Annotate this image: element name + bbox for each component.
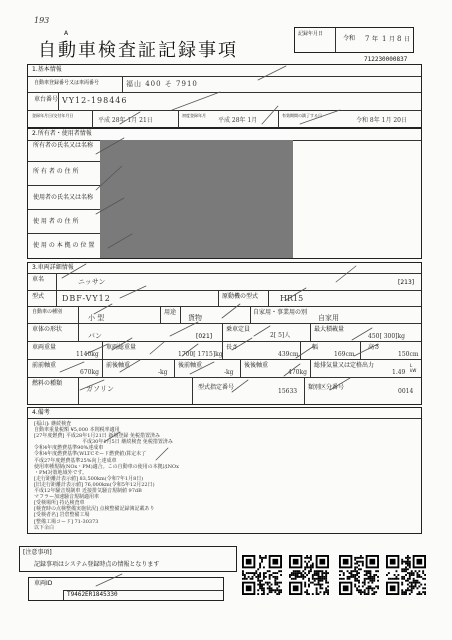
chassis-label: 車台番号	[34, 96, 59, 103]
qr-code-2	[289, 555, 329, 595]
fuel-label: 燃料の種類	[32, 380, 63, 387]
maker-label: 車名	[32, 276, 45, 283]
remark-line: 以下余白	[34, 524, 55, 531]
vehicle-id-box	[28, 577, 224, 601]
plate-label: 自動車登録番号又は車両番号	[34, 80, 100, 86]
section4-heading: 4.備考	[32, 409, 50, 416]
remark-line: [受検場所] 持込検査車	[34, 500, 85, 507]
document-title: 自動車検査証記録事項	[38, 40, 238, 61]
rf-axle-value: -kg	[224, 369, 234, 376]
notice-text: 記録事項はシステム登録時点の情報となります	[34, 561, 160, 568]
use-label: 用途	[164, 309, 177, 316]
capacity-value: 2[ 5]人	[270, 332, 291, 339]
gross-value: 1700[ 1715]kg	[178, 351, 223, 358]
record-date-label: 記録年月日	[298, 31, 324, 37]
document-number: 712230000837	[364, 56, 408, 63]
remark-line: [整備工場コード] 71-30373	[34, 518, 99, 525]
body-code: [021]	[196, 333, 213, 340]
capacity-label: 乗車定員	[226, 326, 251, 333]
user-address-label: 使 用 者 の 住 所	[33, 218, 79, 225]
remark-line: 平成27年度燃費基準25%向上達成車	[34, 457, 117, 464]
record-date-year-unit: 年	[372, 36, 379, 43]
remark-line: 使用車種規制(NOx・PM)適合。この自動車の使用の本拠はNOx	[34, 463, 179, 470]
business-label: 自家用・事業用の別	[253, 309, 308, 316]
kind-label: 自動車の種別	[32, 309, 63, 315]
length-label: 長さ	[226, 344, 239, 351]
record-date-era: 令和	[343, 35, 356, 42]
designation-value: 15633	[278, 388, 298, 395]
qr-code-4	[386, 555, 426, 595]
width-value: 169cm	[334, 351, 355, 358]
weight-label: 車両重量	[32, 344, 57, 351]
first-reg-label: 登録年月日/交付年月日	[32, 113, 74, 118]
section-owner-user	[27, 128, 422, 259]
remark-line: 平成30年1月5日 継続検査 免税措置済み	[82, 439, 173, 446]
remark-line: [27年度燃費] 平成28年1月21日 新規登録 免税措置済み	[34, 433, 160, 440]
record-date-month: 1	[382, 35, 387, 43]
remark-line: 自動車重量税額 ¥5,000 本則税率適用	[34, 427, 120, 434]
remark-line: [旧走行距離計表示値] 76,000km(令和5年12月22日)	[34, 481, 155, 488]
fuel-value: ガソリン	[86, 385, 114, 393]
section-basic-info	[27, 64, 422, 128]
height-value: 150cm	[398, 351, 419, 358]
displacement-value: 1.49	[392, 369, 406, 376]
corner-note: 193	[34, 16, 50, 25]
length-value: 439cm	[278, 351, 299, 358]
section1-heading: 1.基本情報	[32, 66, 62, 73]
section2-heading: 2.所有者・使用者情報	[32, 130, 92, 137]
engine-label: 原動機の型式	[222, 293, 259, 300]
section-vehicle-details	[27, 262, 422, 405]
height-label: 高さ	[368, 344, 381, 351]
rr-axle-value: 470kg	[288, 369, 307, 376]
remark-line: 令和4年度燃費基準(WLTCモード燃費値)算定未了	[34, 451, 147, 458]
vehicle-id-label: 車両ID	[34, 580, 53, 587]
rr-axle-label: 後後軸重	[244, 362, 269, 369]
expiry-label: 有効期間の満了する日	[282, 113, 322, 118]
remark-line: マフラー加速騒音規制適用車	[34, 494, 100, 501]
remarks-list	[34, 421, 259, 531]
remark-line: ・PM対策地域外です。	[34, 469, 88, 476]
remark-line: [検査時の点検整備実施状況] 点検整備記録簿記載あり	[34, 506, 155, 513]
maker-code: [213]	[398, 279, 415, 286]
ff-axle-value: 670kg	[80, 369, 99, 376]
redacted-owner-info	[100, 140, 293, 258]
qr-code-1	[242, 555, 282, 595]
first-year-value: 平成 28年 1月	[218, 117, 258, 124]
displacement-label: 総排気量又は定格出力	[314, 362, 375, 369]
base-location-label: 使 用 の 本 拠 の 位 置	[33, 242, 95, 249]
plate-value: 福山 400 そ 7910	[126, 80, 198, 88]
body-value: バン	[88, 332, 102, 340]
chassis-value: VY12-198446	[62, 96, 128, 105]
max-load-value: 450[ 300]kg	[368, 333, 405, 340]
maker-value: ニッサン	[78, 278, 106, 286]
record-date-year: 7	[365, 35, 370, 43]
model-label: 型式	[32, 293, 45, 300]
use-value: 貨物	[188, 314, 202, 322]
user-name-label: 使用者の氏名又は名称	[33, 194, 94, 201]
kind-value: 小 型	[88, 314, 105, 322]
designation-label: 型式指定番号	[198, 384, 235, 391]
record-date-day: 8	[397, 35, 402, 43]
owner-address-label: 所 有 者 の 住 所	[33, 168, 79, 175]
displacement-unit: L kW	[410, 363, 417, 373]
record-date-month-unit: 月	[389, 36, 396, 43]
ff-axle-label: 前前軸重	[32, 362, 57, 369]
vehicle-id-value: T9462ER1845330	[67, 591, 118, 598]
owner-name-label: 所有者の氏名又は名称	[33, 142, 94, 149]
business-value: 自家用	[318, 314, 339, 322]
engine-value: HR15	[280, 294, 304, 303]
corner-mark: A	[64, 30, 69, 37]
section3-heading: 3.車両詳細情報	[32, 264, 74, 271]
category-value: 0014	[398, 388, 414, 395]
width-label: 幅	[312, 344, 319, 351]
remark-line: [福山]: 継続検査	[34, 421, 72, 427]
qr-code-3	[339, 555, 379, 595]
fr-axle-label: 前後軸重	[106, 362, 131, 369]
remark-line: 令和4年度燃費基準90%達成車	[34, 445, 104, 452]
section-remarks	[27, 407, 422, 534]
first-year-label: 初度登録年月	[182, 113, 206, 118]
category-label: 類別区分番号	[308, 384, 345, 391]
rf-axle-label: 後前軸重	[178, 362, 203, 369]
remark-line: [受検者名] 岩倉整備工場	[34, 512, 90, 519]
notice-heading: [注意事項]	[23, 549, 52, 556]
weight-value: 1140kg	[76, 351, 99, 358]
remark-line: 平成12年騒音規制車 近接排気騒音規制値 97dB	[34, 488, 142, 495]
body-label: 車体の形状	[32, 326, 63, 333]
fr-axle-value: -kg	[158, 369, 168, 376]
notice-box	[19, 546, 237, 572]
record-date-box	[294, 27, 414, 53]
first-reg-value: 平成 28年 1月 21日	[98, 117, 153, 124]
gross-label: 車両総重量	[106, 344, 137, 351]
max-load-label: 最大積載量	[314, 326, 345, 333]
expiry-value: 令和 8年 1月 20日	[356, 117, 407, 124]
model-value: DBF-VY12	[62, 294, 111, 303]
record-date-day-unit: 日	[404, 36, 411, 43]
remark-line: [走行距離計表示値] 83,500km(令和7年1月8日)	[34, 475, 144, 482]
